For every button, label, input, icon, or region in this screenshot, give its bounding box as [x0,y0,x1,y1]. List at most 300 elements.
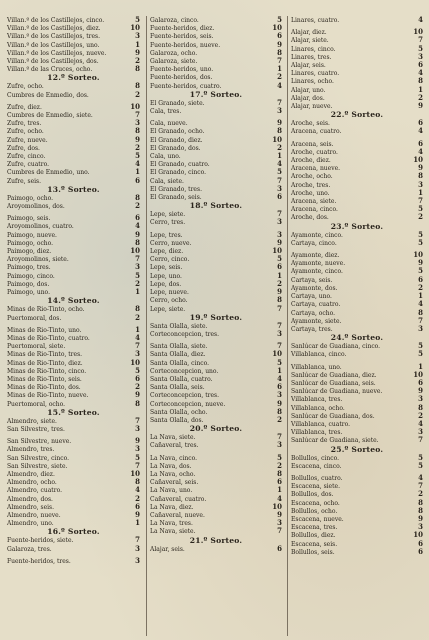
entry-text: Villablanca, cinco. [291,351,347,359]
entry-row [291,371,423,379]
entry-number: 3 [135,423,140,433]
entry-number: 3 [277,518,282,528]
entry-text: La Nava, tres. [150,520,193,528]
entry-number: 5 [135,452,140,462]
column-3 [287,16,426,636]
entry-number: 4 [277,373,282,383]
entry-number: 10 [272,501,282,511]
entry-number: 4 [418,126,423,136]
draw-heading: 21.º Sorteo. [189,535,243,545]
entry-number: 7 [277,97,282,107]
entry-number: 10 [130,246,140,256]
entry-text: Fuente-heridos, diez. [150,25,215,33]
entry-row [150,24,282,32]
entry-row [7,111,140,119]
draw-heading: 20.º Sorteo. [189,424,243,434]
entry-row [7,49,140,57]
entry-number: 6 [418,377,423,387]
entry-row [150,288,282,296]
entry-number: 8 [277,406,282,416]
entry-row [150,495,282,503]
entry-text: Fuente-heridos, uno. [150,66,214,74]
entry-row [291,197,423,205]
entry-number: 1 [135,39,140,49]
entry-text: Cartaya, seis. [291,276,333,284]
entry-row [150,160,282,168]
entry-row [150,73,282,81]
entry-number: 6 [277,262,282,272]
entry-row [7,202,140,210]
entry-row [7,334,140,342]
entry-number: 6 [418,538,423,548]
entry-text: Minas de Rio-Tinto, tres. [7,351,83,359]
entry-text: Almendro, ocho. [7,479,57,487]
entry-number: 5 [277,16,282,24]
entry-row [150,49,282,57]
entry-text: San Silvestre, tres. [7,425,65,433]
entry-number: 8 [135,477,140,487]
entry-number: 8 [135,304,140,314]
entry-number: 8 [277,126,282,136]
entry-text: Escacena, cinco. [291,462,342,470]
entry-number: 10 [272,23,282,33]
entry-row [291,420,423,428]
entry-number: 10 [413,155,423,165]
entry-number: 6 [277,382,282,392]
entry-number: 7 [277,432,282,442]
entry-row [150,527,282,535]
entry-text: La Nava, dos. [150,462,192,470]
entry-row [291,127,423,135]
entry-number: 6 [277,543,282,553]
entry-row [7,391,140,399]
entry-number: 8 [135,81,140,91]
entry-number: 5 [135,365,140,375]
draw-heading: 22.º Sorteo. [330,110,384,120]
entry-row [7,326,140,334]
entry-row [7,511,140,519]
entry-row [150,127,282,135]
entry-text: Almendro, seis. [7,503,55,511]
entry-row [291,172,423,180]
entry-text: Alajar, dos. [291,94,325,102]
entry-text: Minas de Rio-Tinto, ocho. [7,306,85,314]
entry-row [291,53,423,61]
entry-text: Sanlúcar de Guadiana, diez. [291,371,377,379]
entry-number: 4 [418,16,423,24]
entry-number: 9 [277,118,282,128]
entry-number: 5 [418,204,423,214]
entry-text: Minas de Rio-Tinto, nueve. [7,392,89,400]
entry-row [7,222,140,230]
entry-row [150,263,282,271]
entry-number: 4 [135,332,140,342]
entry-row [150,503,282,511]
entry-text: Villablanca, uno. [291,363,342,371]
entry-row [150,408,282,416]
entry-number: 6 [418,546,423,556]
entry-text: Almendro, tres. [7,446,55,454]
entry-text: El Granado, dos. [150,144,201,152]
draw-heading: 13.º Sorteo. [47,184,100,194]
entry-number: 9 [418,386,423,396]
draw-heading: 19.º Sorteo. [189,312,243,322]
entry-text: Sanlúcar de Guadiana, siete. [291,437,379,445]
entry-number: 3 [135,349,140,359]
entry-text: Fuente-heridos, cuatro. [150,82,222,90]
entry-text: Cumbres de Enmedio, dos. [7,91,89,99]
entry-text: Sanlúcar de Guadiana, cinco. [291,343,381,351]
entry-text: Almendro, uno. [7,520,54,528]
entry-row [7,425,140,433]
entry-text: Fuente-heridos, seis. [150,33,214,41]
entry-row [150,441,282,449]
entry-number: 4 [135,221,140,231]
entry-text: Linares, cinco. [291,45,336,53]
entry-row [150,462,282,470]
draw-heading: 17.º Sorteo. [189,89,243,99]
entry-text: Zufre, cuatro. [7,161,49,169]
entry-text: Aroyomolinos, dos. [7,203,65,211]
entry-text: Paimogo, uno. [7,289,50,297]
entry-text: Linares, cuatro. [291,17,340,24]
entry-row [150,247,282,255]
entry-text: Sanlúcar de Guadiana, seis. [291,379,376,387]
entry-text: Cala, tres. [150,108,182,116]
entry-row [150,210,282,218]
entry-number: 1 [135,518,140,528]
entry-text: Puertomoral, dos. [7,314,62,322]
entry-row [291,284,423,292]
entry-text: Fuente-heridos, nueve. [150,41,221,49]
entry-text: Cala, siete. [150,177,184,185]
entry-text: Fuente-heridos, tres. [7,557,71,565]
entry-text: San Silvestre, siete. [7,462,68,470]
entry-number: 8 [418,171,423,181]
entry-text: Bollullos, dos. [291,491,334,499]
entry-row [291,164,423,172]
entry-text: Cartaya, cinco. [291,239,337,247]
entry-row [291,342,423,350]
entry-text: Aroche, dos. [291,214,329,222]
entry-text: La Nava, siete. [150,434,196,442]
entry-number: 3 [277,328,282,338]
entry-row [150,391,282,399]
entry-number: 3 [418,51,423,61]
entry-row [291,148,423,156]
entry-text: Aroche, uno. [291,189,330,197]
entry-row [291,387,423,395]
entry-row [150,478,282,486]
entry-text: Villan.º de las Cruces, ocho. [7,66,93,74]
entry-number: 5 [418,229,423,239]
entry-text: Cartaya, tres. [291,325,333,333]
column-1 [4,16,143,636]
draw-heading: 23.º Sorteo. [330,221,384,231]
entry-row [7,445,140,453]
entry-row [150,359,282,367]
entry-number: 10 [413,530,423,540]
entry-number: 6 [418,118,423,128]
entry-text: Villan.º de los Castillejos, nueve. [7,49,107,57]
entry-row [7,437,140,445]
entry-number: 5 [418,237,423,247]
entry-row [7,272,140,280]
entry-row [7,144,140,152]
entry-text: Paimogo, diez. [7,248,52,256]
entry-row [7,545,140,553]
entry-text: Minas de Rio-Tinto, diez. [7,359,83,367]
entry-row [150,454,282,462]
entry-number: 8 [277,295,282,305]
entry-row [291,404,423,412]
entry-number: 7 [135,415,140,425]
entry-row [291,499,423,507]
entry-row [150,107,282,115]
entry-number: 2 [277,278,282,288]
entry-number: 3 [418,427,423,437]
entry-row [150,342,282,350]
entry-number: 7 [418,315,423,325]
entry-row [291,363,423,371]
draw-heading: 24.º Sorteo. [330,333,384,343]
entry-row [291,36,423,44]
entry-text: Fuente-heridos, siete. [7,537,74,545]
entry-text: Escacena, siete. [291,483,340,491]
entry-number: 5 [418,266,423,276]
entry-row [7,136,140,144]
entry-row [7,359,140,367]
entry-row [150,152,282,160]
entry-text: Almendro, diez. [7,470,55,478]
draw-heading: 14.º Sorteo. [47,296,100,306]
entry-row [7,314,140,322]
entry-number: 8 [277,47,282,57]
entry-text: Fuente-heridos, dos. [150,74,213,82]
entry-number: 1 [277,485,282,495]
entry-text: Ayamonte, cinco. [291,268,343,276]
entry-text: Minas de Rio-Tinto, uno. [7,326,82,334]
entry-number: 10 [413,369,423,379]
entry-row [291,213,423,221]
entry-text: Paimogo, ocho. [7,194,54,202]
entry-number: 10 [413,250,423,260]
entry-text: Lepe, dos. [150,280,182,288]
entry-number: 9 [277,237,282,247]
draw-heading: 12.º Sorteo. [47,73,100,83]
entry-row [150,119,282,127]
entry-row [291,325,423,333]
entry-number: 3 [277,106,282,116]
entry-number: 8 [135,237,140,247]
entry-text: Zufre, seis. [7,177,42,185]
entry-row [7,400,140,408]
entry-text: Cala, nueve. [150,120,188,128]
entry-text: Almendro, dos. [7,495,53,503]
entry-row [7,255,140,263]
entry-number: 1 [135,287,140,297]
entry-row [291,531,423,539]
entry-number: 2 [277,72,282,82]
entry-number: 1 [418,187,423,197]
entry-text: Villablanca, tres. [291,396,343,404]
entry-row [291,140,423,148]
entry-text: Zufre, cinco. [7,153,46,161]
entry-row [291,507,423,515]
entry-number: 6 [135,175,140,185]
entry-number: 9 [418,101,423,111]
entry-text: Zufre, ocho. [7,128,44,136]
entry-number: 4 [135,159,140,169]
entry-text: Galaroza, ocho. [150,49,198,57]
entry-number: 10 [130,357,140,367]
entry-text: Lepe, siete. [150,211,186,219]
entry-text: Linares, tres. [291,53,332,61]
entry-text: Sanlúcar de Guadiana, dos. [291,412,375,420]
entry-number: 5 [418,341,423,351]
entry-row [7,65,140,73]
entry-row [7,536,140,544]
entry-text: Villablanca, cuatro. [291,420,351,428]
entry-row [291,16,423,24]
entry-text: Puertomoral, ocho. [7,400,66,408]
entry-row [7,119,140,127]
entry-row [7,470,140,478]
entry-row [150,305,282,313]
entry-row [150,193,282,201]
entry-text: Escacena, tres. [291,524,338,532]
entry-text: Almendro, nueve. [7,511,61,519]
entry-number: 8 [135,398,140,408]
entry-text: Ayamonte, siete. [291,317,342,325]
entry-row [150,416,282,424]
entry-row [7,194,140,202]
entry-text: Santa Olalla, cinco. [150,359,210,367]
entry-row [291,428,423,436]
entry-number: 2 [135,201,140,211]
entry-row [150,177,282,185]
entry-text: La Nava, diez. [150,503,194,511]
entry-number: 10 [130,101,140,111]
entry-text: Zufre, diez. [7,103,42,111]
entry-text: Ayamonte, diez. [291,252,340,260]
entry-text: Alajar, seis. [150,545,185,553]
entry-number: 1 [418,291,423,301]
entry-row [7,367,140,375]
entry-number: 9 [135,436,140,446]
entry-row [291,205,423,213]
entry-row [291,77,423,85]
entry-row [291,102,423,110]
entry-text: Zufre, nueve. [7,136,48,144]
entry-text: Villablanca, tres. [291,429,343,437]
entry-row [7,350,140,358]
entry-text: Santa Olalla, cuatro. [150,375,213,383]
entry-row [150,296,282,304]
entry-number: 3 [135,543,140,553]
entry-row [150,367,282,375]
entry-text: Aroche, cuatro. [291,148,338,156]
entry-row [7,168,140,176]
entry-number: 9 [135,229,140,239]
entry-number: 8 [418,497,423,507]
entry-number: 5 [135,151,140,161]
entry-number: 8 [135,64,140,74]
entry-text: Alajar, seis. [291,62,326,70]
entry-text: Cartaya, cuatro. [291,301,341,309]
entry-row [291,379,423,387]
entry-row [291,474,423,482]
entry-text: Paimogo, nueve. [7,231,57,239]
entry-text: Cerro, ocho. [150,297,188,305]
entry-number: 4 [277,493,282,503]
entry-text: Paimogo, tres. [7,264,51,272]
entry-text: Paimogo, dos. [7,280,50,288]
entry-row [150,433,282,441]
entry-text: Corteconcepcion, uno. [150,367,219,375]
entry-number: 4 [418,68,423,78]
entry-row [291,395,423,403]
entry-number: 6 [418,138,423,148]
entry-text: San Silvestre, nueve. [7,438,72,446]
entry-row [150,383,282,391]
entry-number: 8 [418,402,423,412]
entry-number: 6 [418,274,423,284]
entry-row [150,32,282,40]
entry-row [291,189,423,197]
entry-text: La Nava, uno. [150,487,193,495]
entry-row [7,82,140,90]
entry-row [150,65,282,73]
entry-row [291,259,423,267]
entry-row [7,519,140,527]
entry-number: 3 [135,31,140,41]
entry-text: Villablanca, ocho. [291,404,345,412]
entry-number: 7 [277,303,282,313]
entry-number: 10 [272,246,282,256]
entry-number: 7 [277,526,282,536]
entry-text: Zufre, ocho. [7,83,44,91]
entry-number: 3 [277,440,282,450]
entry-row [7,16,140,24]
entry-row [150,168,282,176]
entry-number: 4 [418,146,423,156]
entry-row [291,436,423,444]
entry-row [7,152,140,160]
entry-number: 7 [277,209,282,219]
entry-row [150,239,282,247]
entry-text: Cañaveral, tres. [150,442,199,450]
entry-text: Villan.º de los Castillejos, dos. [7,58,99,66]
entry-number: 2 [135,89,140,99]
entry-text: Ayamonte, cinco. [291,231,343,239]
entry-number: 2 [135,312,140,322]
entry-text: Alajar, uno. [291,86,326,94]
entry-text: El Granado, cinco. [150,169,207,177]
entry-text: San Silvestre, cinco. [7,454,69,462]
entry-text: Minas de Rio-Tinto, cuatro. [7,334,90,342]
entry-row [150,545,282,553]
entry-row [291,490,423,498]
entry-number: 6 [418,60,423,70]
entry-text: El Granado, seis. [150,194,202,202]
entry-number: 2 [418,92,423,102]
entry-number: 9 [277,398,282,408]
entry-text: Cala, uno. [150,153,181,161]
entry-row [7,305,140,313]
entry-text: Cumbres de Enmedio, siete. [7,112,93,120]
entry-row [150,350,282,358]
